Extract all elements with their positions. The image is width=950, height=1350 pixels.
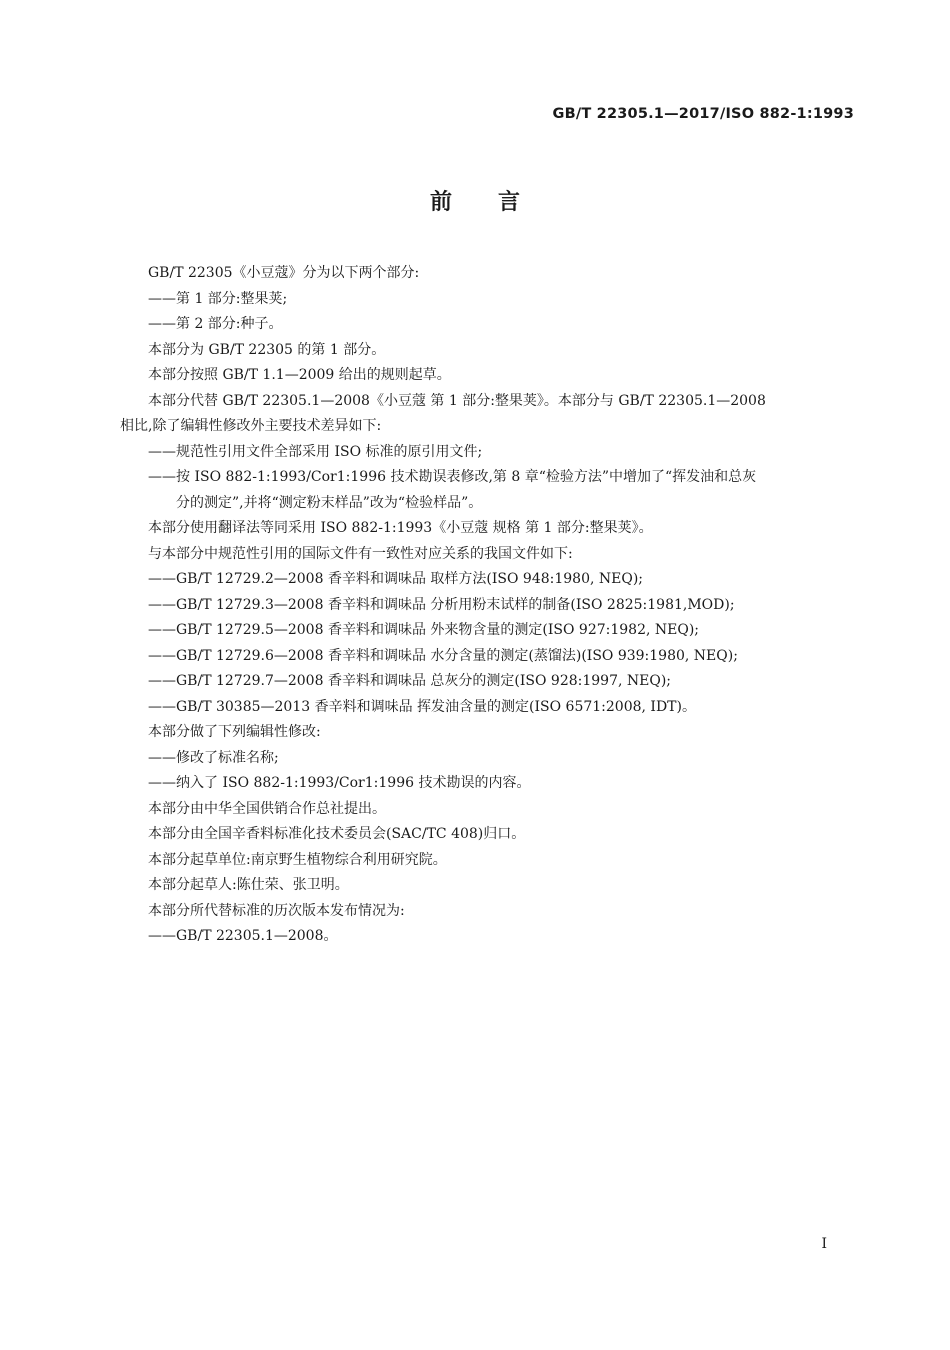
body-line: 本部分使用翻译法等同采用 ISO 882-1:1993《小豆蔻 规格 第 1 部分:整果荚》。 — [148, 520, 653, 536]
body-line: 本部分所代替标准的历次版本发布情况为: — [148, 902, 405, 919]
body-line: ——GB/T 12729.6—2008 香辛料和调味品 水分含量的测定(蒸馏法)(ISO 939:1980, NEQ); — [148, 647, 738, 664]
body-line: ——GB/T 12729.5—2008 香辛料和调味品 外来物含量的测定(ISO 927:1982, NEQ); — [148, 622, 700, 638]
body-line: 本部分由全国辛香料标准化技术委员会(SAC/TC 408)归口。 — [148, 826, 526, 842]
body-line: 本部分按照 GB/T 1.1—2009 给出的规则起草。 — [148, 367, 451, 383]
body-line: GB/T 22305《小豆蔻》分为以下两个部分: — [148, 265, 420, 281]
body-line: ——按 ISO 882-1:1993/Cor1:1996 技术勘误表修改,第 8 章“检验方法”中增加了“挥发油和总灰 — [148, 469, 757, 485]
body-line: ——第 1 部分:整果荚; — [148, 290, 288, 307]
page-number: I — [821, 1236, 827, 1252]
body-line: 本部分起草单位:南京野生植物综合利用研究院。 — [148, 851, 447, 868]
body-line: 本部分由中华全国供销合作总社提出。 — [148, 800, 386, 817]
foreword-body — [120, 261, 855, 950]
body-line: 本部分为 GB/T 22305 的第 1 部分。 — [148, 341, 386, 358]
body-line: 本部分起草人:陈仕荣、张卫明。 — [148, 877, 349, 893]
body-line: 本部分做了下列编辑性修改: — [148, 724, 321, 740]
body-line: 相比,除了编辑性修改外主要技术差异如下: — [120, 418, 382, 434]
body-line: ——规范性引用文件全部采用 ISO 标准的原引用文件; — [148, 443, 483, 460]
body-line: ——纳入了 ISO 882-1:1993/Cor1:1996 技术勘误的内容。 — [148, 775, 531, 791]
body-line: 分的测定”,并将“测定粉末样品”改为“检验样品”。 — [176, 494, 483, 511]
body-line: 本部分代替 GB/T 22305.1—2008《小豆蔻 第 1 部分:整果荚》。本部分与 GB/T 22305.1—2008 — [148, 392, 766, 409]
body-line: ——GB/T 12729.2—2008 香辛料和调味品 取样方法(ISO 948:1980, NEQ); — [148, 571, 644, 587]
body-line: 与本部分中规范性引用的国际文件有一致性对应关系的我国文件如下: — [148, 545, 573, 562]
body-line: ——GB/T 12729.7—2008 香辛料和调味品 总灰分的测定(ISO 928:1997, NEQ); — [148, 673, 672, 689]
standard-code: GB/T 22305.1—2017/ISO 882-1:1993 — [552, 106, 854, 122]
body-line: ——GB/T 30385—2013 香辛料和调味品 挥发油含量的测定(ISO 6571:2008, IDT)。 — [148, 698, 696, 715]
body-line: ——GB/T 22305.1—2008。 — [148, 928, 338, 944]
body-line: ——GB/T 12729.3—2008 香辛料和调味品 分析用粉末试样的制备(ISO 2825:1981,MOD); — [148, 596, 735, 613]
page-title: 前言 — [429, 190, 566, 215]
body-line: ——第 2 部分:种子。 — [148, 316, 283, 332]
body-line: ——修改了标准名称; — [148, 749, 279, 766]
